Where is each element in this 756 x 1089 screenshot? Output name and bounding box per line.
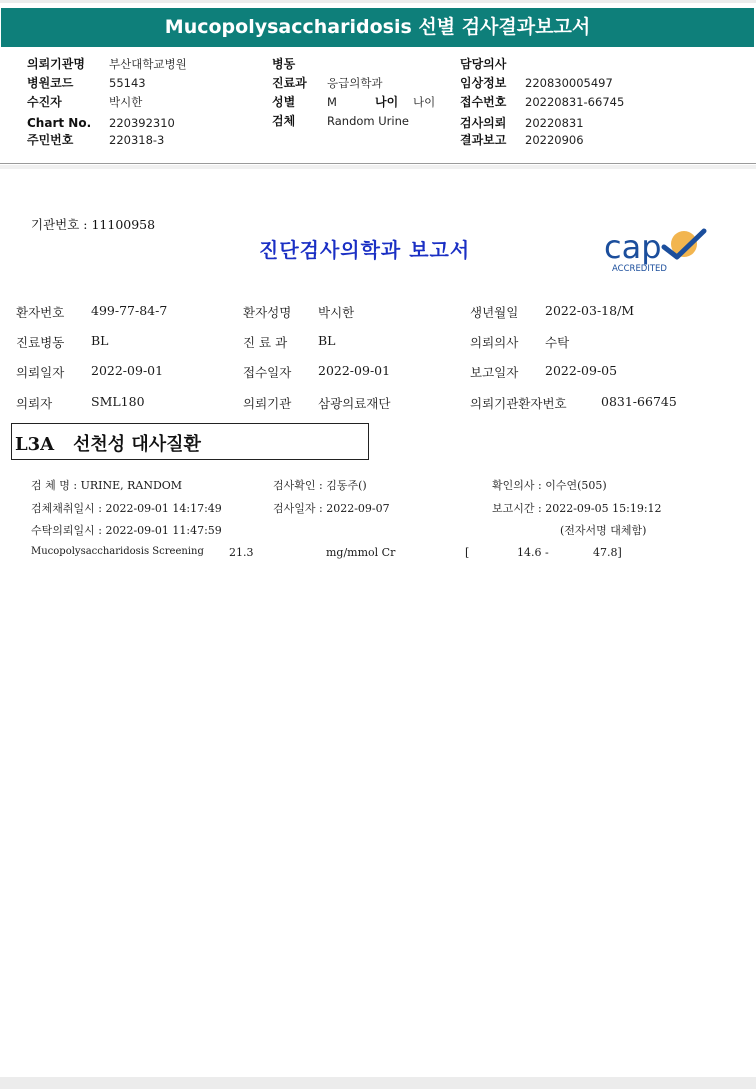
top-band	[0, 0, 756, 3]
result-unit: mg/mmol Cr	[326, 546, 396, 559]
requesting-org-label: 의뢰기관	[243, 396, 292, 411]
receipt-no-value: 20220831-66745	[525, 95, 625, 109]
result-test-name: Mucopolysaccharidosis Screening	[31, 546, 204, 557]
request-date-value: 20220831	[525, 116, 584, 130]
specimen-label: 검체	[272, 114, 296, 128]
cap-logo-text: cap	[604, 228, 662, 266]
resident-no-label: 주민번호	[27, 133, 74, 147]
chart-no-value: 220392310	[109, 116, 175, 130]
sex-label: 성별	[272, 95, 296, 109]
request-day-value: 2022-09-01	[91, 363, 164, 378]
request-date-label: 검사의뢰	[460, 116, 507, 130]
collection-datetime: 검체채취일시 : 2022-09-01 14:17:49	[31, 502, 222, 515]
report-date-label: 보고일자	[470, 365, 519, 380]
reference-open: [	[465, 546, 470, 559]
request-day-label: 의뢰일자	[16, 365, 65, 380]
header-divider	[0, 163, 756, 164]
hospital-code-label: 병원코드	[27, 76, 74, 90]
chart-no-label: Chart No.	[27, 116, 92, 130]
clinical-info-label: 임상정보	[460, 76, 507, 90]
patient-value: 박시한	[109, 95, 143, 109]
institution-number: 기관번호 : 11100958	[31, 217, 156, 232]
section-title: L3A 선천성 대사질환	[15, 434, 201, 455]
department-label: 진료과	[272, 76, 307, 90]
specimen-value: Random Urine	[327, 114, 409, 128]
confirming-doctor: 확인의사 : 이수연(505)	[492, 479, 607, 492]
department-value: 응급의학과	[327, 76, 383, 90]
requesting-doctor-label: 의뢰의사	[470, 335, 519, 350]
report-time: 보고시간 : 2022-09-05 15:19:12	[492, 502, 662, 515]
accept-datetime: 수탁의뢰일시 : 2022-09-01 11:47:59	[31, 524, 222, 537]
lab-report-title: 진단검사의학과 보고서	[259, 238, 471, 262]
report-title-bar: Mucopolysaccharidosis 선별 검사결과보고서	[1, 8, 754, 47]
clinic-ward-value: BL	[91, 333, 109, 348]
result-value: 21.3	[229, 546, 254, 559]
cap-accredited-logo	[604, 225, 708, 273]
hospital-name-value: 부산대학교병원	[109, 57, 187, 71]
hospital-code-value: 55143	[109, 76, 146, 90]
clinic-dept-value: BL	[318, 333, 336, 348]
patient-no-label: 환자번호	[16, 305, 65, 320]
ward-label: 병동	[272, 57, 296, 71]
test-date: 검사일자 : 2022-09-07	[273, 502, 390, 515]
result-report-label: 결과보고	[460, 133, 507, 147]
resident-no-value: 220318-3	[109, 133, 165, 147]
org-patient-no-value: 0831-66745	[601, 394, 677, 409]
patient-label: 수진자	[27, 95, 62, 109]
doctor-label: 담당의사	[460, 57, 507, 71]
receipt-no-label: 접수번호	[460, 95, 507, 109]
patient-name-value: 박시한	[318, 305, 355, 320]
age-label: 나이	[375, 95, 399, 109]
patient-no-value: 499-77-84-7	[91, 303, 168, 318]
reference-high: 47.8]	[593, 546, 622, 559]
result-report-value: 20220906	[525, 133, 584, 147]
birth-date-label: 생년월일	[470, 305, 519, 320]
hospital-name-label: 의뢰기관명	[27, 57, 85, 71]
test-confirm: 검사확인 : 김동주()	[273, 479, 367, 492]
patient-name-label: 환자성명	[243, 305, 292, 320]
clinic-dept-label: 진 료 과	[243, 335, 288, 350]
requesting-doctor-value: 수탁	[545, 335, 570, 350]
cap-logo-subtext: ACCREDITED	[612, 264, 667, 273]
section-gap	[0, 165, 756, 169]
org-patient-no-label: 의뢰기관환자번호	[470, 396, 567, 411]
birth-date-value: 2022-03-18/M	[545, 303, 635, 318]
receipt-date-value: 2022-09-01	[318, 363, 391, 378]
sex-value: M	[327, 95, 337, 109]
requester-value: SML180	[91, 394, 145, 409]
requester-label: 의뢰자	[16, 396, 53, 411]
reference-low: 14.6 -	[517, 546, 549, 559]
clinical-info-value: 220830005497	[525, 76, 613, 90]
report-date-value: 2022-09-05	[545, 363, 618, 378]
bottom-band	[0, 1077, 756, 1089]
age-value: 나이	[413, 95, 436, 109]
receipt-date-label: 접수일자	[243, 365, 292, 380]
clinic-ward-label: 진료병동	[16, 335, 65, 350]
e-signature-note: (전자서명 대체함)	[560, 524, 647, 537]
specimen-name: 검 체 명 : URINE, RANDOM	[31, 479, 183, 492]
requesting-org-value: 삼광의료재단	[318, 396, 391, 411]
